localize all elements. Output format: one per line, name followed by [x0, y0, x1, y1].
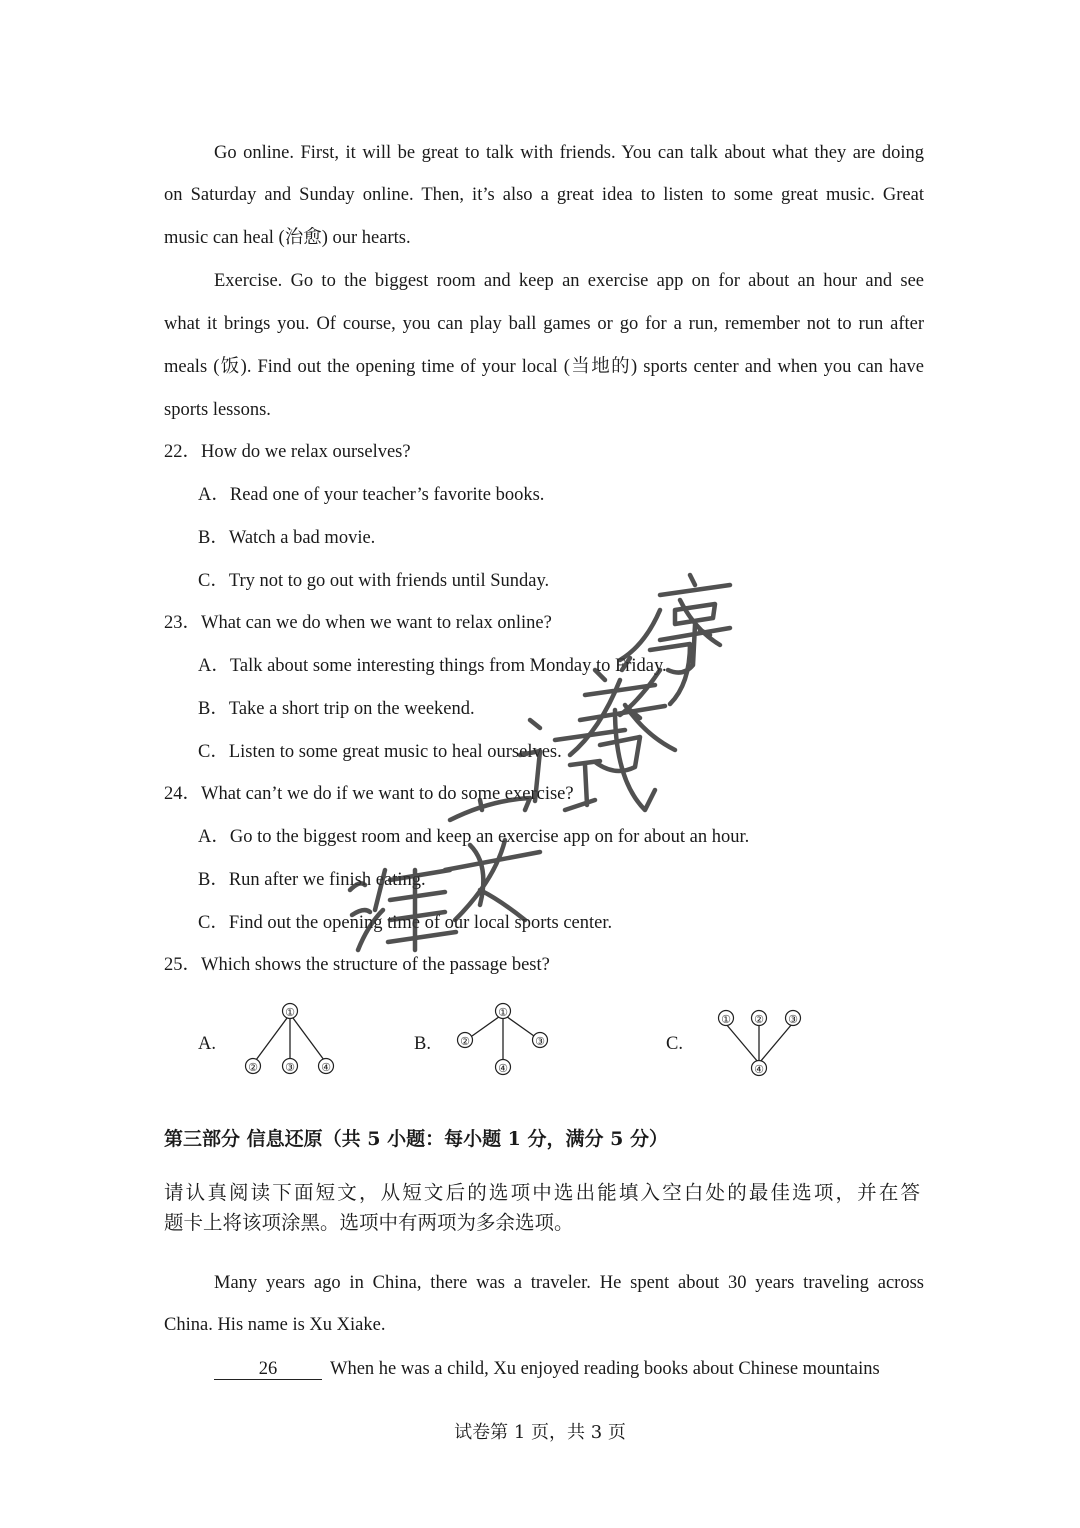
section-3-title: 第三部分 信息还原（共 5 小题：每小题 1 分，满分 5 分） — [164, 1128, 668, 1150]
passage-line: music can heal (治愈) our hearts. — [164, 228, 411, 248]
svg-text:①: ① — [285, 1006, 295, 1019]
svg-text:②: ② — [754, 1013, 764, 1026]
question-22-option-c: C．Try not to go out with friends until Sunday. — [198, 571, 550, 591]
passage-line: Exercise. Go to the biggest room and keep an exercise app on for about an hour and see — [214, 271, 924, 291]
structure-diagram-a — [236, 1000, 346, 1080]
question-23-option-c: C．Listen to some great music to heal ourselves. — [198, 742, 562, 762]
passage-line: China. His name is Xu Xiake. — [164, 1315, 386, 1335]
question-22-option-a: A．Read one of your teacher’s favorite books. — [198, 485, 545, 505]
question-23-option-a: A．Talk about some interesting things from Monday to Friday. — [198, 656, 667, 676]
svg-text:④: ④ — [498, 1062, 508, 1075]
svg-text:②: ② — [248, 1061, 258, 1074]
svg-text:③: ③ — [535, 1035, 545, 1048]
question-25-option-a-label: A. — [198, 1034, 216, 1054]
question-24-option-a: A．Go to the biggest room and keep an exercise app on for about an hour. — [198, 827, 750, 847]
question-22-stem: 22．How do we relax ourselves? — [164, 442, 411, 462]
blank-26: 26 — [214, 1359, 322, 1380]
svg-text:④: ④ — [321, 1061, 331, 1074]
svg-text:①: ① — [721, 1013, 731, 1026]
svg-text:④: ④ — [754, 1063, 764, 1076]
passage-line: Go online. First, it will be great to talk with friends. You can talk about what they are doing — [214, 143, 924, 163]
structure-diagram-b — [450, 1000, 560, 1080]
question-23-option-b: B．Take a short trip on the weekend. — [198, 699, 475, 719]
question-23-stem: 23．What can we do when we want to relax online? — [164, 613, 552, 633]
svg-text:②: ② — [460, 1035, 470, 1048]
question-24-option-b: B．Run after we finish eating. — [198, 870, 426, 890]
passage-line-with-blank — [214, 1356, 920, 1382]
svg-text:③: ③ — [285, 1061, 295, 1074]
question-22-option-b: B．Watch a bad movie. — [198, 528, 376, 548]
passage-text: When he was a child, Xu enjoyed reading books about Chinese mountains — [330, 1359, 880, 1379]
passage-line: on Saturday and Sunday online. Then, it’s also a great idea to listen to some great music. Great — [164, 185, 924, 205]
passage-line: Many years ago in China, there was a traveler. He spent about 30 years traveling across — [214, 1273, 924, 1293]
passage-line: sports lessons. — [164, 400, 271, 420]
passage-line: what it brings you. Of course, you can play ball games or go for a run, remember not to run after — [164, 314, 924, 334]
question-24-option-c: C．Find out the opening time of our local sports center. — [198, 913, 613, 933]
question-25-option-c-label: C. — [666, 1034, 683, 1054]
svg-text:③: ③ — [788, 1013, 798, 1026]
page-footer: 试卷第 1 页，共 3 页 — [454, 1422, 626, 1443]
question-24-stem: 24．What can’t we do if we want to do some exercise? — [164, 784, 574, 804]
question-25-option-b-label: B. — [414, 1034, 431, 1054]
svg-text:①: ① — [498, 1006, 508, 1019]
section-3-instruction: 题卡上将该项涂黑。选项中有两项为多余选项。 — [164, 1211, 574, 1234]
question-25-stem: 25．Which shows the structure of the passage best? — [164, 955, 550, 975]
section-3-instruction: 请认真阅读下面短文，从短文后的选项中选出能填入空白处的最佳选项，并在答 — [164, 1181, 920, 1204]
passage-line: meals (饭). Find out the opening time of your local (当地的) sports center and when you can have — [164, 357, 924, 377]
structure-diagram-c — [708, 1002, 808, 1082]
